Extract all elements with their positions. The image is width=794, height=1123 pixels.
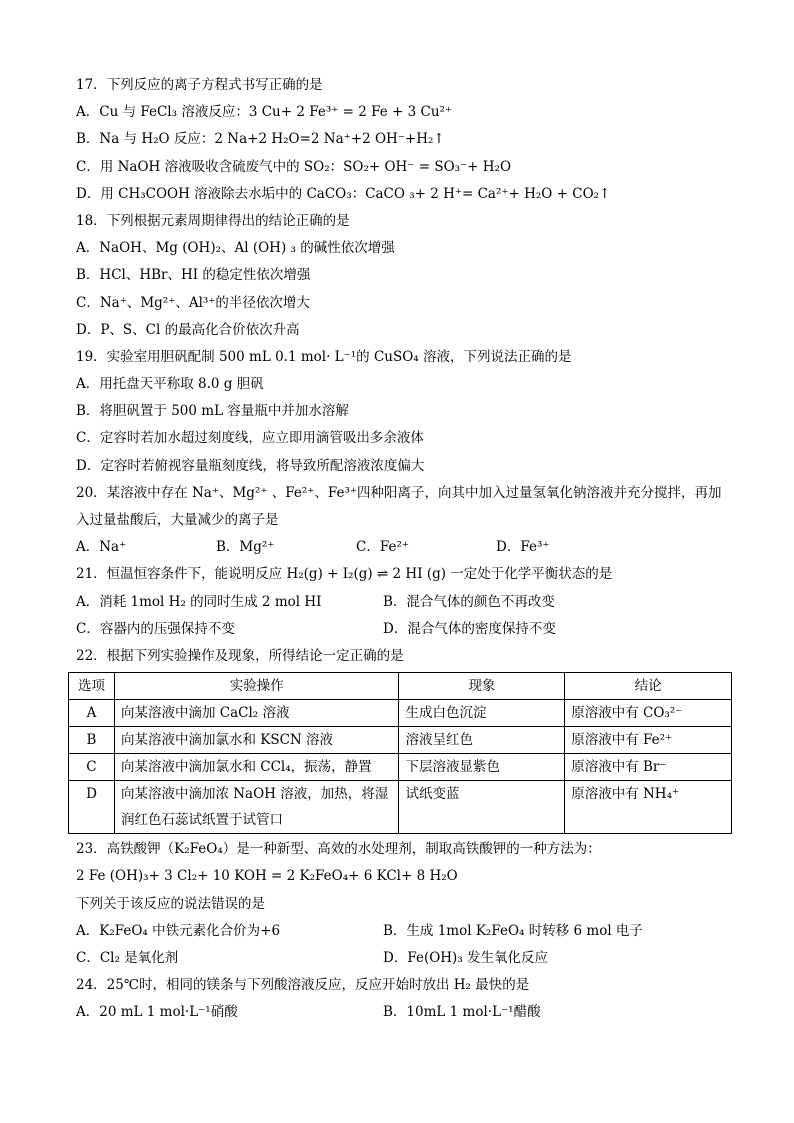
cell-operation: 向某溶液中滴加氯水和 CCl₄，振荡，静置 [114,754,399,781]
option-b: B．Na 与 H₂O 反应：2 Na+2 H₂O=2 Na⁺+2 OH⁻+H₂↑ [76,131,445,148]
cell-option: C [69,754,115,781]
option-d: D．定容时若俯视容量瓶刻度线，将导致所配溶液浓度偏大 [76,457,425,474]
question-19 [76,344,736,480]
option-d: D．用 CH₃COOH 溶液除去水垢中的 CaCO₃：CaCO ₃+ 2 H⁺= Ca²⁺+ H₂O + CO₂↑ [76,185,611,202]
cell-conclusion: 原溶液中有 NH₄⁺ [565,781,732,834]
option-d: D．Fe³⁺ [496,539,550,556]
header-phenomenon: 现象 [399,673,565,700]
table-header-row [69,673,732,700]
cell-conclusion: 原溶液中有 Fe²⁺ [565,727,732,754]
table-row [69,754,732,781]
option-b: B．Mg²⁺ [216,539,275,556]
question-stem-continued: 入过量盐酸后，大量减少的离子是 [76,512,279,528]
question-21 [76,561,736,643]
cell-conclusion: 原溶液中有 CO₃²⁻ [565,700,732,727]
question-stem: 18．下列根据元素周期律得出的结论正确的是 [76,212,350,229]
question-17 [76,72,736,208]
option-b: B．HCl、HBr、HI 的稳定性依次增强 [76,267,311,284]
options-row [76,616,736,643]
option-a: A．Cu 与 FeCl₃ 溶液反应：3 Cu+ 2 Fe³⁺ = 2 Fe + 3 Cu²⁺ [76,104,453,121]
header-option: 选项 [69,673,115,700]
option-c: C．Na⁺、Mg²⁺、Al³⁺的半径依次增大 [76,294,310,311]
question-stem: 23．高铁酸钾（K₂FeO₄）是一种新型、高效的水处理剂，制取高铁酸钾的一种方法为： [76,841,601,858]
option-b: B．将胆矾置于 500 mL 容量瓶中并加水溶解 [76,403,349,420]
cell-phenomenon: 试纸变蓝 [399,781,565,834]
question-20 [76,480,736,562]
question-18 [76,208,736,344]
option-a: A．用托盘天平称取 8.0 g 胆矾 [76,376,264,393]
question-stem: 22．根据下列实验操作及现象，所得结论一定正确的是 [76,647,404,664]
cell-option: B [69,727,115,754]
option-b: B．10mL 1 mol·L⁻¹醋酸 [383,1004,541,1021]
options-row [76,999,736,1026]
experiment-table [68,672,732,834]
question-substem: 下列关于该反应的说法错误的是 [76,895,265,912]
question-stem: 20．某溶液中存在 Na⁺、Mg²⁺ 、Fe²⁺、Fe³⁺四种阳离子，向其中加入过量氢氧化钠溶液并充分搅拌，再加 [76,484,722,501]
cell-operation [114,781,399,834]
option-c: C．用 NaOH 溶液吸收含硫废气中的 SO₂：SO₂+ OH⁻ = SO₃⁻+ H₂O [76,158,512,175]
option-a: A．K₂FeO₄ 中铁元素化合价为+6 [76,922,281,939]
cell-operation: 向某溶液中滴加氯水和 KSCN 溶液 [114,727,399,754]
option-c: C．定容时若加水超过刻度线，应立即用滴管吸出多余液体 [76,430,424,447]
question-22 [76,643,736,834]
question-stem: 24．25℃时，相同的镁条与下列酸溶液反应，反应开始时放出 H₂ 最快的是 [76,977,530,994]
cell-phenomenon: 生成白色沉淀 [399,700,565,727]
option-c: C．Fe²⁺ [356,539,409,556]
question-stem: 17．下列反应的离子方程式书写正确的是 [76,77,323,93]
options-row [76,918,736,945]
cell-operation-line: 润红色石蕊试纸置于试管口 [120,812,283,829]
question-stem: 21．恒温恒容条件下，能说明反应 H₂(g) + I₂(g) ⇌ 2 HI (g) 一定处于化学平衡状态的是 [76,566,613,583]
table-row [69,781,732,834]
header-operation: 实验操作 [114,673,399,700]
option-a: A．20 mL 1 mol·L⁻¹硝酸 [76,1004,238,1021]
option-c: C．Cl₂ 是氧化剂 [76,949,179,966]
cell-operation: 向某溶液中滴加 CaCl₂ 溶液 [114,700,399,727]
cell-phenomenon: 下层溶液显紫色 [399,754,565,781]
option-c: C．容器内的压强保持不变 [76,620,235,637]
cell-phenomenon: 溶液呈红色 [399,727,565,754]
options-row [76,589,736,616]
question-stem: 19．实验室用胆矾配制 500 mL 0.1 mol· L⁻¹的 CuSO₄ 溶液，下列说法正确的是 [76,348,572,365]
cell-conclusion: 原溶液中有 Br⁻ [565,754,732,781]
table-row [69,700,732,727]
option-a: A．消耗 1mol H₂ 的同时生成 2 mol HI [76,593,322,610]
exam-page [76,72,736,1026]
option-b: B．生成 1mol K₂FeO₄ 时转移 6 mol 电子 [383,922,643,939]
options-row [76,945,736,972]
question-24 [76,972,736,1026]
header-conclusion: 结论 [565,673,732,700]
cell-operation-line: 向某溶液中滴加浓 NaOH 溶液，加热，将湿 [120,786,389,803]
option-a: A．NaOH、Mg (OH)₂、Al (OH) ₃ 的碱性依次增强 [76,240,395,257]
cell-option: A [69,700,115,727]
option-d: D．Fe(OH)₃ 发生氧化反应 [383,949,549,966]
question-23 [76,836,736,972]
options-row [76,534,736,561]
option-b: B．混合气体的颜色不再改变 [383,593,555,610]
table-row [69,727,732,754]
option-d: D．混合气体的密度保持不变 [383,620,556,637]
option-a: A．Na⁺ [76,539,127,556]
cell-option: D [69,781,115,834]
reaction-equation: 2 Fe (OH)₃+ 3 Cl₂+ 10 KOH = 2 K₂FeO₄+ 6 KCl+ 8 H₂O [76,868,458,885]
option-d: D．P、S、Cl 的最高化合价依次升高 [76,321,300,338]
